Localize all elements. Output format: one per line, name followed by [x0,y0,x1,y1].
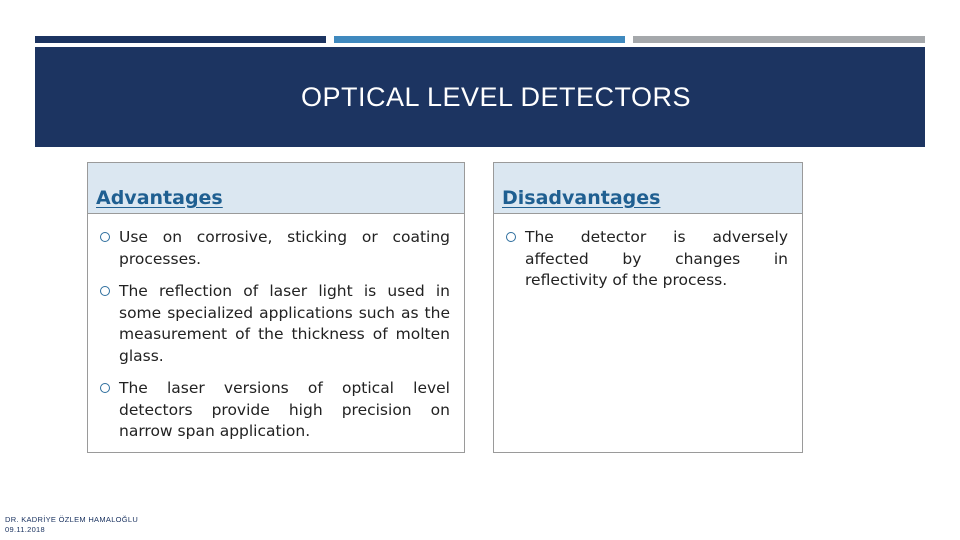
circle-bullet-icon [100,286,110,296]
disadvantages-column [493,162,803,453]
accent-bar-gray [633,36,925,43]
disadvantages-heading: Disadvantages [502,187,661,209]
accent-bar-blue [334,36,625,43]
footer-author: DR. KADRİYE ÖZLEM HAMALOĞLU [5,515,139,524]
footer [5,515,138,535]
list-item [506,227,788,292]
title-band [35,47,925,147]
disadvantage-text: The detector is adversely affected by changes in reflectivity of the process. [525,228,788,289]
circle-bullet-icon [100,232,110,242]
advantages-column [87,162,465,453]
disadvantages-list [494,214,802,292]
footer-date: 09.11.2018 [5,525,45,534]
list-item [100,281,450,367]
accent-bar-navy [35,36,326,43]
circle-bullet-icon [100,383,110,393]
advantages-heading: Advantages [96,187,223,209]
advantage-text: The laser versions of optical level detectors provide high precision on narrow span application. [119,379,450,440]
advantage-text: The reflection of laser light is used in some specialized applications such as the measurement of the thickness of molten glass. [119,282,450,365]
advantage-text: Use on corrosive, sticking or coating processes. [119,228,450,268]
advantages-list [88,214,464,443]
list-item [100,227,450,270]
disadvantages-header [494,163,802,214]
list-item [100,378,450,443]
slide-title: OPTICAL LEVEL DETECTORS [300,81,692,112]
circle-bullet-icon [506,232,516,242]
advantages-header [88,163,464,214]
